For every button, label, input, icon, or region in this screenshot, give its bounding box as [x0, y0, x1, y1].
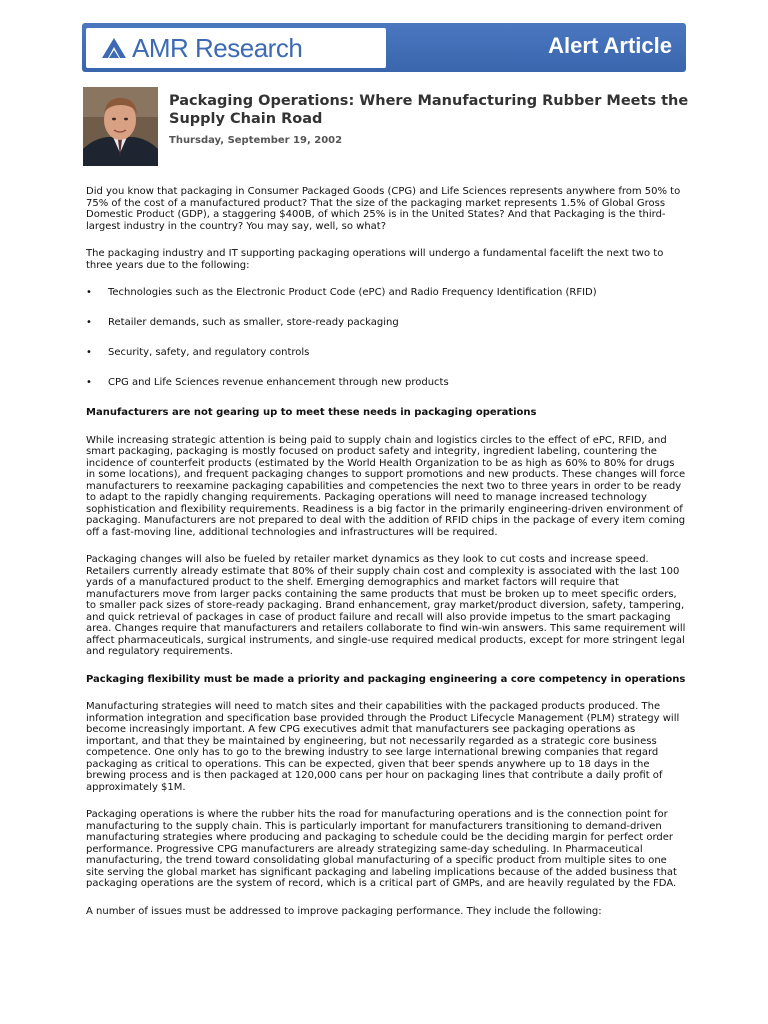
- article-type-label: Alert Article: [548, 33, 672, 58]
- bullet-icon: •: [86, 347, 92, 358]
- bullet-icon: •: [86, 377, 92, 388]
- article-body: [86, 186, 686, 933]
- section-heading: Manufacturers are not gearing up to meet these needs in packaging operations: [86, 407, 537, 418]
- list-item-text: Retailer demands, such as smaller, store-ready packaging: [108, 317, 399, 328]
- factor-list: [86, 287, 686, 389]
- article-date: Thursday, September 19, 2002: [169, 135, 343, 146]
- header-banner: [82, 23, 686, 72]
- body-paragraph: Manufacturing strategies will need to match sites and their capabilities with the packaged products produced. The information integration and specification base provided through the Product Lifecycle Management (PLM) strategy will become increasingly important. A few CPG executives admit that manufacturers see packaging operations as important, and that they be maintained by engineering, but not necessarily regarded as a strategic core business competence. One only has to go to the brewing industry to see large international brewing companies that regard packaging as critical to operations. This can be expected, given that beer spends anywhere up to 18 days in the brewing process and is then packaged at 120,000 cans per hour on packaging lines that contribute a daily profit of approximately $1M.: [86, 701, 680, 793]
- bullet-icon: •: [86, 317, 92, 328]
- article-title: Packaging Operations: Where Manufacturing Rubber Meets the Supply Chain Road: [169, 93, 689, 127]
- intro-paragraph: The packaging industry and IT supporting packaging operations will undergo a fundamental facelift the next two to three years due to the following:: [86, 248, 664, 271]
- list-item-text: Security, safety, and regulatory controls: [108, 347, 310, 358]
- amr-logo-icon: [100, 36, 128, 60]
- list-item: [86, 377, 686, 389]
- section-heading: Packaging flexibility must be made a priority and packaging engineering a core competency in operations: [86, 673, 686, 685]
- bullet-icon: •: [86, 287, 92, 298]
- logo: [86, 28, 386, 68]
- body-paragraph: A number of issues must be addressed to improve packaging performance. They include the following:: [86, 905, 602, 917]
- list-item-text: Technologies such as the Electronic Product Code (ePC) and Radio Frequency Identification (RFID): [108, 287, 597, 298]
- intro-paragraph: Did you know that packaging in Consumer Packaged Goods (CPG) and Life Sciences represents anywhere from 50% to 75% of the cost of a manufactured product? That the size of the packaging market represents 1.5% of Global Gross Domestic Product (GDP), a staggering $400B, of which 25% is in the United States? And that Packaging is the third-largest industry in the country? You may say, well, so what?: [86, 186, 681, 232]
- list-item-text: CPG and Life Sciences revenue enhancement through new products: [108, 377, 449, 388]
- list-item: [86, 287, 686, 299]
- body-paragraph: Packaging changes will also be fueled by retailer market dynamics as they look to cut costs and increase speed. Retailers currently already estimate that 80% of their supply chain cost and complexity is associated with the last 100 yards of a manufactured product to the shelf. Emerging demographics and market factors will require that manufacturers move from larger packs containing the same products that must be broken up to meet specific orders, to smaller pack sizes of store-ready packaging. Brand enhancement, gray market/product diversion, safety, tampering, and quick retrieval of packages in case of product failure and recall will also provide impetus to the smart packaging area. Changes require that manufacturers and retailers collaborate to find win-win answers. This same requirement will affect pharmaceuticals, surgical instruments, and single-use required medical products, except for more stringent legal and regulatory requirements.: [86, 554, 686, 657]
- list-item: [86, 317, 686, 329]
- brand-name: AMR Research: [132, 33, 303, 63]
- author-photo: [83, 87, 158, 166]
- body-paragraph: Packaging operations is where the rubber hits the road for manufacturing operations and is the connection point for manufacturing to the supply chain. This is particularly important for manufacturers transitioning to demand-driven manufacturing strategies where producing and packaging to schedule could be the deciding margin for perfect order performance. Progressive CPG manufacturers are already strategizing same-day scheduling. In Pharmaceutical manufacturing, the trend toward consolidating global manufacturing of a specific product from multiple sites to one site serving the global market has significant packaging and labeling implications because of the added business that packaging operations are the system of record, which is a critical part of GMPs, and are heavily regulated by the FDA.: [86, 809, 677, 889]
- body-paragraph: While increasing strategic attention is being paid to supply chain and logistics circles to the effect of ePC, RFID, and smart packaging, packaging is mostly focused on product safety and integrity, ingredient labeling, countering the incidence of counterfeit products (estimated by the World Health Organization to be as high as 60% to 80% for drugs in some locations), and frequent packaging changes to support promotions and new products. These changes will force manufacturers to reexamine packaging capabilities and competencies the next two to three years in order to be ready to adapt to the rapidly changing requirements. Packaging operations will need to manage increased technology sophistication and flexibility requirements. Readiness is a big factor in the primarily engineering-driven environment of packaging. Manufacturers are not prepared to deal with the addition of RFID chips in the package of every item coming off a fast-moving line, additional technologies and infrastructures will be required.: [86, 434, 686, 538]
- list-item: [86, 347, 686, 359]
